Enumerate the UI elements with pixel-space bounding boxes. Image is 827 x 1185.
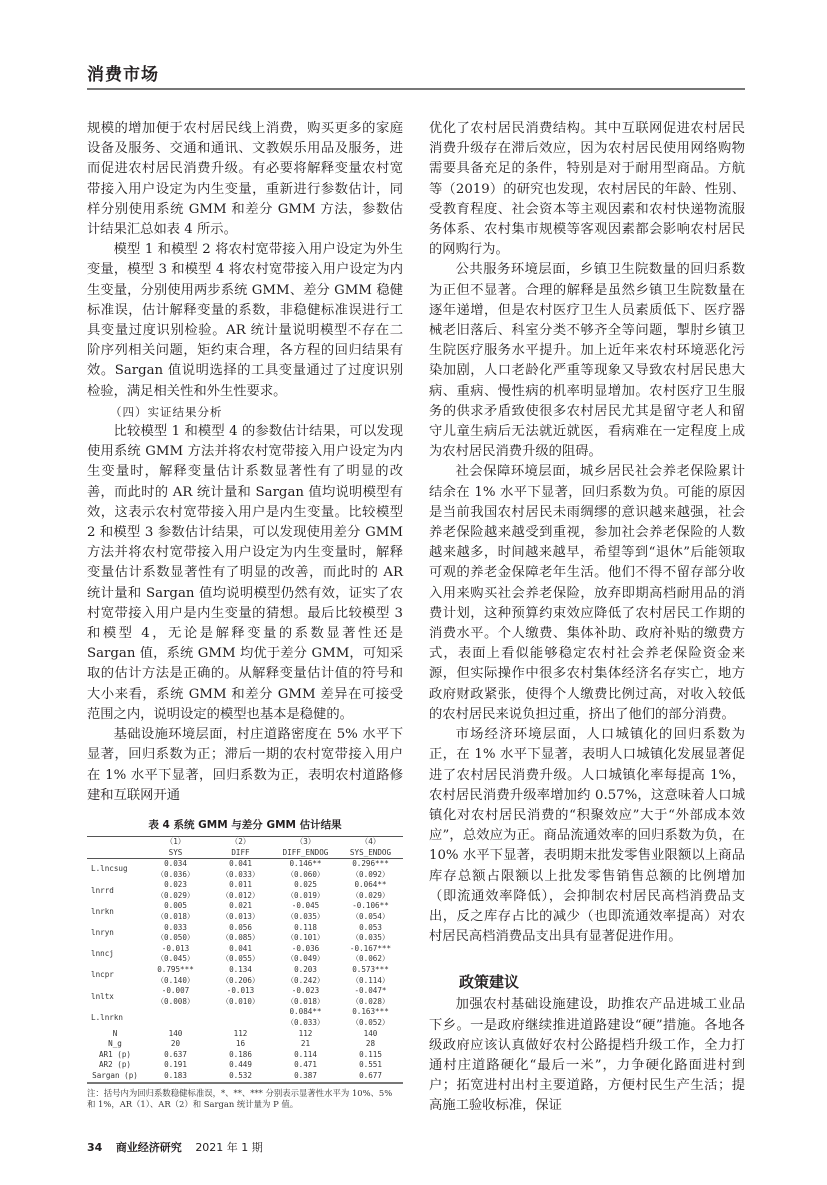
standard-error: （0.010） (221, 996, 260, 1006)
coefficient: 0.056 (229, 922, 252, 932)
section-header: 消费市场 (87, 65, 159, 85)
table-title: 表 4 系统 GMM 与差分 GMM 估计结果 (148, 818, 342, 831)
stat-value: 140 (168, 1028, 183, 1038)
section-heading: 政策建议 (459, 973, 520, 992)
standard-error: （0.018） (286, 996, 325, 1006)
col-name: SYS (143, 848, 208, 859)
variable-name: lncpr (91, 970, 114, 980)
standard-error: （0.035） (286, 912, 325, 922)
columns (87, 119, 745, 1117)
stat-value: 20 (170, 1039, 181, 1049)
right-column (429, 119, 745, 1117)
journal-name: 商业经济研究 (115, 1140, 182, 1154)
standard-error: （0.008） (156, 996, 195, 1006)
coefficient: -0.013 (226, 986, 255, 996)
stat-value: 21 (300, 1039, 311, 1049)
standard-error: （0.036） (156, 869, 195, 879)
standard-error: （0.092） (351, 869, 390, 879)
coefficient: 0.053 (359, 922, 382, 932)
coefficient (208, 1007, 273, 1018)
coefficient: 0.005 (164, 901, 187, 911)
stat-label: AR1 (p) (98, 1049, 131, 1059)
subheading: （四）实证结果分析 (110, 404, 223, 419)
standard-error: （0.050） (156, 933, 195, 943)
stat-value: 0.387 (294, 1070, 317, 1080)
coefficient: 0.025 (294, 880, 317, 890)
coefficient: -0.167*** (349, 943, 392, 953)
standard-error: （0.019） (286, 890, 325, 900)
coefficient: 0.033 (164, 922, 187, 932)
coefficient: 0.163*** (352, 1007, 389, 1017)
results-table (87, 836, 403, 1084)
coefficient: 0.146** (289, 859, 322, 869)
col-number: （4） (360, 836, 381, 846)
standard-error (208, 1018, 273, 1029)
stat-label: N (112, 1028, 118, 1038)
stat-value: 0.637 (164, 1049, 187, 1059)
standard-error: （0.029） (156, 890, 195, 900)
paragraph: 优化了农村居民消费结构。其中互联网促进农村居民消费升级存在滞后效应，因为农村居民使用网络购物需要具备充足的条件，特别是对于耐用型商品。方航等（2019）的研究也发现，农村居民的年龄、性别、受教育程度、社会资本等主观因素和农村快递物流服务体系、农村集市规模等客观因素都会影响农村居民的网购行为。 (429, 121, 745, 258)
table-corner (87, 848, 143, 859)
paragraph: 公共服务环境层面，乡镇卫生院数量的回归系数为正但不显著。合理的解释是虽然乡镇卫生院数量在逐年递增，但是农村医疗卫生人员素质低下、医疗器械老旧落后、科室分类不够齐全等问题，掣肘乡镇卫生院医疗服务水平提升。加上近年来农村环境恶化污染加剧，人口老龄化严重等现象又导致农村居民患大病、重病、慢性病的机率明显增加。农村医疗卫生服务的供求矛盾致使很多农村居民尤其是留守老人和留守儿童生病后无法就近就医，看病难在一定程度上成为农村居民消费升级的阻碍。 (429, 262, 745, 460)
coefficient: -0.045 (291, 901, 320, 911)
table-row (87, 1071, 403, 1083)
variable-name: lnrrd (91, 885, 114, 895)
col-name: DIFF_ENDOG (273, 848, 338, 859)
table-row (87, 880, 403, 891)
table-row (87, 944, 403, 955)
coefficient: 0.041 (229, 859, 252, 869)
header-rule (87, 88, 745, 90)
standard-error (143, 1018, 208, 1029)
coefficient: 0.573*** (352, 965, 389, 975)
paragraph: 规模的增加便于农村居民线上消费，购买更多的家庭设备及服务、交通和通讯、文教娱乐用品及服务，进而促进农村居民消费升级。有必要将解释变量农村宽带接入用户设定为内生变量，重新进行参数估计，同样分别使用系统 GMM 和差分 GMM 方法，参数估计结果汇总如表 4 所示。 (87, 121, 403, 238)
standard-error: （0.085） (221, 933, 260, 943)
standard-error: （0.052） (351, 1018, 390, 1027)
coefficient: -0.023 (291, 986, 320, 996)
variable-name: L.lnrkn (91, 1012, 124, 1022)
paragraph: 加强农村基础设施建设，助推农产品进城工业品下乡。一是政府继续推进道路建设“硬”措施。各地各级政府应该认真做好农村公路提档升级工作，全力打通村庄道路硬化“最后一米”，力争硬化路面进村到户；拓宽进村出村主要道路，方便村民生产生活；提高施工验收标准，保证 (429, 997, 745, 1114)
paragraph: 社会保障环境层面，城乡居民社会养老保险累计结余在 1% 水平下显著，回归系数为负。可能的原因是当前我国农村居民未雨绸缪的意识越来越强，社会养老保险越来越受到重视，参加社会养老保险的人数越来越多，时间越来越早，希望等到“退休”后能领取可观的养老金保障老年生活。他们不得不留存部分收入用来购买社会养老保险，放弃即期高档耐用品的消费计划，这种预算约束效应降低了农村居民工作期的消费水平。个人缴费、集体补助、政府补贴的缴费方式，表面上看似能够稳定农村社会养老保险资金来源，但实际操作中很多农村集体经济名存实亡，地方政府财政紧张，使得个人缴费比例过高，对收入较低的农村居民来说负担过重，挤出了他们的部分消费。 (429, 464, 745, 722)
left-column (87, 119, 403, 1110)
col-number: （3） (295, 836, 316, 846)
table-note: 注：括号内为回归系数稳健标准误，*、**、*** 分别表示显著性水平为 10%、5% 和 1%，AR（1）、AR（2）和 Sargan 统计量为 P 值。 (87, 1087, 393, 1109)
coefficient: 0.021 (229, 901, 252, 911)
stat-value: 0.191 (164, 1060, 187, 1070)
paragraph: 市场经济环境层面，人口城镇化的回归系数为正，在 1% 水平下显著，表明人口城镇化发展显著促进了农村居民消费升级。人口城镇化率每提高 1%，农村居民消费升级率增加约 0.57%，这意味着人口城镇化对农村居民消费的“积聚效应”大于“外部成本效应”，总效应为正。商品流通效率的回归系数为负，在 10% 水平下显著，表明期末批发零售业限额以上商品库存总额占限额以上批发零售销售总额的比例增加（即流通效率降低），会抑制农村居民高档消费品支出，反之库存占比的减少（也即流通效率提高）对农村居民高档消费品支出具有显著促进作用。 (429, 727, 745, 945)
table-row (87, 1039, 403, 1050)
coefficient: -0.013 (161, 943, 190, 953)
coefficient: 0.023 (164, 880, 187, 890)
col-name: SYS_ENDOG (338, 848, 403, 859)
standard-error: （0.101） (286, 933, 325, 943)
paragraph: 模型 1 和模型 2 将农村宽带接入用户设定为外生变量，模型 3 和模型 4 将农村宽带接入用户设定为内生变量，分别使用两步系统 GMM、差分 GMM 稳健标准误，估计解释变量的系数，非稳健标准误进行工具变量过度识别检验。AR 统计量说明模型不存在二阶序列相关问题，矩约束合理，各方程的回归结果有效。Sargan 值说明选择的工具变量通过了过度识别检验，满足相关性和外生性要求。 (87, 242, 403, 399)
standard-error: （0.045） (156, 954, 195, 964)
variable-name: lnltx (91, 991, 114, 1001)
table-row (87, 986, 403, 997)
standard-error: （0.035） (351, 933, 390, 943)
standard-error: （0.140） (156, 975, 195, 985)
table-row (87, 1007, 403, 1018)
coefficient: 0.118 (294, 922, 317, 932)
standard-error: （0.033） (286, 1018, 325, 1027)
stat-value: 140 (363, 1028, 378, 1038)
col-name: DIFF (208, 848, 273, 859)
coefficient: 0.296*** (352, 859, 389, 869)
standard-error: （0.028） (351, 996, 390, 1006)
coefficient: 0.795*** (157, 965, 194, 975)
stat-value: 112 (233, 1028, 248, 1038)
standard-error: （0.242） (286, 975, 325, 985)
table-row (87, 1029, 403, 1040)
variable-name: L.lncsug (91, 864, 128, 874)
issue: 2021 年 1 期 (195, 1140, 263, 1154)
stat-label: N_g (108, 1039, 122, 1049)
col-number: （2） (230, 836, 251, 846)
stat-label: AR2 (p) (98, 1060, 131, 1070)
table-row (87, 1050, 403, 1061)
paragraph: 基础设施环境层面，村庄道路密度在 5% 水平下显著，回归系数为正；滞后一期的农村宽带接入用户在 1% 水平下显著，回归系数为正，表明农村道路修建和互联网开通 (87, 727, 403, 803)
standard-error: （0.029） (351, 890, 390, 900)
paragraph: 比较模型 1 和模型 4 的参数估计结果，可以发现使用系统 GMM 方法并将农村宽带接入用户设定为内生变量时，解释变量估计系数显著性有了明显的改善，而此时的 AR 统计量和 Sargan 值均说明模型有效，这表示农村宽带接入用户是内生变量。比较模型 2 和模型 3 参数估计结果，可以发现使用差分 GMM 方法并将农村宽带接入用户设定为内生变量时，解释变量估计系数显著性有了明显的改善，而此时的 AR 统计量和 Sargan 值均说明模型仍然有效，证实了农村宽带接入用户是内生变量的猜想。最后比较模型 3 和模型 4，无论是解释变量的系数显著性还是 Sargan 值，系统 GMM 均优于差分 GMM，可知采取的估计方法是正确的。从解释变量估计值的符号和大小来看，系统 GMM 和差分 GMM 差异在可接受范围之内，说明设定的模型也基本是稳健的。 (87, 424, 403, 722)
stat-value: 0.532 (229, 1070, 252, 1080)
col-number: （1） (165, 836, 186, 846)
stat-value: 0.115 (359, 1049, 382, 1059)
coefficient: 0.041 (229, 943, 252, 953)
coefficient: -0.106** (352, 901, 389, 911)
standard-error: （0.033） (221, 869, 260, 879)
standard-error: （0.054） (351, 912, 390, 922)
page-number: 34 (87, 1140, 103, 1154)
stat-value: 0.183 (164, 1070, 187, 1080)
standard-error: （0.055） (221, 954, 260, 964)
coefficient: -0.007 (161, 986, 190, 996)
stat-value: 28 (365, 1039, 376, 1049)
stat-value: 0.114 (294, 1049, 317, 1059)
table-row (87, 1060, 403, 1071)
standard-error: （0.049） (286, 954, 325, 964)
page-footer (87, 1141, 745, 1155)
table-row (87, 923, 403, 934)
stat-value: 0.677 (359, 1070, 382, 1080)
variable-name: lnncj (91, 949, 114, 959)
table-row (87, 965, 403, 976)
coefficient: -0.047* (354, 986, 387, 996)
stat-value: 0.471 (294, 1060, 317, 1070)
standard-error: （0.060） (286, 869, 325, 879)
standard-error: （0.114） (351, 975, 390, 985)
table-row (87, 901, 403, 912)
standard-error: （0.206） (221, 975, 260, 985)
table-corner (87, 836, 143, 847)
variable-name: lnryn (91, 927, 114, 937)
coefficient: 0.203 (294, 965, 317, 975)
standard-error: （0.062） (351, 954, 390, 964)
variable-name: lnrkn (91, 906, 114, 916)
stat-value: 16 (235, 1039, 246, 1049)
stat-label: Sargan (p) (92, 1070, 138, 1080)
stat-value: 0.551 (359, 1060, 382, 1070)
standard-error: （0.012） (221, 890, 260, 900)
coefficient: 0.011 (229, 880, 252, 890)
table-row (87, 859, 403, 870)
coefficient: -0.036 (291, 943, 320, 953)
stat-value: 0.186 (229, 1049, 252, 1059)
standard-error: （0.013） (221, 912, 260, 922)
coefficient: 0.064** (354, 880, 387, 890)
coefficient: 0.034 (164, 859, 187, 869)
coefficient: 0.134 (229, 965, 252, 975)
stat-value: 112 (298, 1028, 313, 1038)
standard-error: （0.018） (156, 912, 195, 922)
stat-value: 0.449 (229, 1060, 252, 1070)
coefficient: 0.084** (289, 1007, 322, 1017)
coefficient (143, 1007, 208, 1018)
